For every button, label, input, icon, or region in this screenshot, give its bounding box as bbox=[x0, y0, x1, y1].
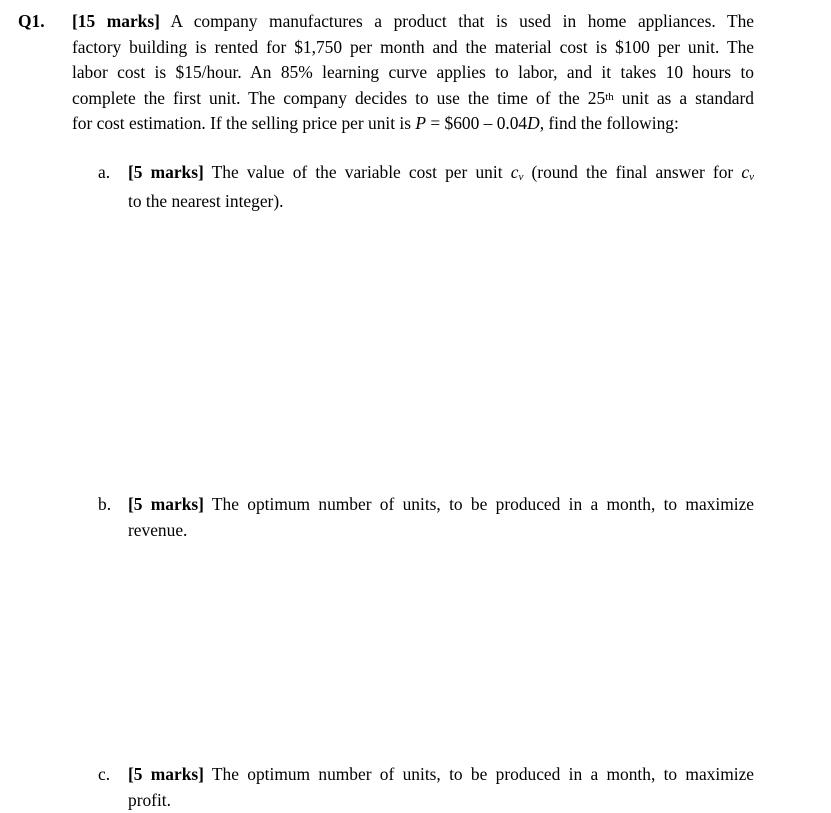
cv-symbol-c: c bbox=[510, 162, 519, 182]
part-c-marks: [5 marks] bbox=[128, 764, 204, 784]
part-c-letter: c. bbox=[98, 764, 111, 784]
answer-space-a[interactable] bbox=[128, 215, 748, 485]
part-b-letter: b. bbox=[98, 494, 112, 514]
part-c-line-1 bbox=[128, 762, 754, 788]
part-a-line-1-pre: The value of the variable cost per unit bbox=[203, 162, 511, 182]
question-marks: [15 marks] bbox=[72, 11, 160, 31]
part-a-letter: a. bbox=[98, 162, 111, 182]
part-c-line-1-text: The optimum number of units, to be produced in a month, to maximize bbox=[203, 764, 755, 784]
question-line-2: factory building is rented for $1,750 per month and the material cost is $100 per unit. The bbox=[72, 36, 754, 57]
question-line-5-post: , find the following: bbox=[539, 113, 679, 134]
cv-subscript-v-2: v bbox=[749, 171, 754, 183]
question-line-5-pre: for cost estimation. If the selling price per unit is bbox=[72, 113, 416, 134]
part-b-line-2: revenue. bbox=[128, 519, 188, 540]
price-variable: P bbox=[415, 113, 427, 134]
question-line-4-post: unit as a standard bbox=[613, 87, 754, 108]
question-line-4-pre: complete the first unit. The company decides to use the time of the 25 bbox=[72, 87, 606, 108]
question-line-1 bbox=[72, 9, 754, 35]
part-c-text bbox=[128, 762, 754, 813]
part-b bbox=[98, 492, 754, 543]
part-b-marks: [5 marks] bbox=[128, 494, 204, 514]
part-b-text bbox=[128, 492, 754, 543]
question-line-5 bbox=[72, 111, 754, 137]
part-b-line-1 bbox=[128, 492, 754, 518]
part-a-marks: [5 marks] bbox=[128, 162, 204, 182]
question-line-3: labor cost is $15/hour. An 85% learning curve applies to labor, and it takes 10 hours to bbox=[72, 62, 754, 83]
cv-subscript-v: v bbox=[518, 171, 524, 183]
question-line-4 bbox=[72, 86, 754, 112]
part-c-line-2: profit. bbox=[128, 789, 171, 810]
answer-space-b[interactable] bbox=[128, 548, 748, 753]
question-stem bbox=[72, 9, 754, 137]
question-line-1-text: A company manufactures a product that is used in home appliances. The bbox=[159, 11, 754, 31]
part-a-line-1-mid: (round the final answer for bbox=[523, 162, 742, 182]
question-number: Q1. bbox=[18, 11, 45, 31]
part-a-line-1 bbox=[128, 160, 754, 189]
part-a bbox=[98, 160, 754, 214]
part-a-line-2: to the nearest integer). bbox=[128, 190, 284, 211]
part-a-text bbox=[128, 160, 754, 214]
part-c bbox=[98, 762, 754, 813]
part-b-line-1-text: The optimum number of units, to be produced in a month, to maximize bbox=[203, 494, 755, 514]
cv-symbol-c-2: c bbox=[741, 162, 750, 182]
price-equation: = $600 – 0.04 bbox=[426, 113, 528, 134]
demand-variable: D bbox=[527, 113, 540, 134]
superscript-th: th bbox=[605, 90, 614, 103]
